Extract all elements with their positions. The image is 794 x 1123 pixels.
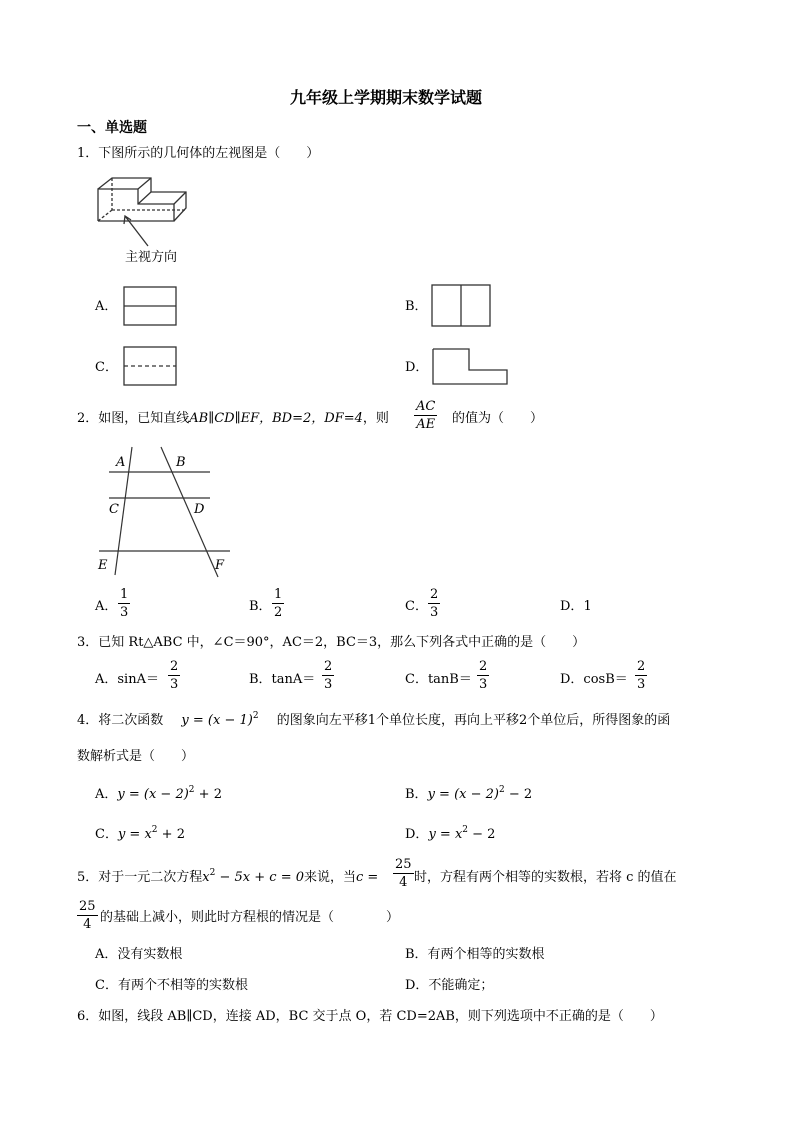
page-title: 九年级上学期期末数学试题 [290,88,483,107]
q4-option-d-label: D． [405,827,429,842]
q4-option-c [95,825,185,842]
q5-line2-fraction [77,900,98,931]
q4-function-exp: 2 [252,711,259,721]
q4-stem-line2: 数解析式是（ ） [77,749,195,764]
q4-option-c-tail: + 2 [157,827,185,842]
q4-option-c-expr: y = x [117,827,152,842]
q5-stem-line1 [77,868,379,885]
q1-view-direction-label: 主视方向 [125,250,178,265]
q2-option-d-label: D． [560,599,584,614]
q5-line2-frac-den: 4 [83,917,92,932]
q1-option-b-label: B． [405,299,428,314]
q5-stem-mid: 来说，当 [304,870,357,885]
q3-option-c-fraction [477,660,489,691]
q4-option-d [405,825,496,842]
q1-option-a-figure [122,285,178,329]
q5-option-b: B．有两个相等的实数根 [405,947,545,962]
q5-frac-den: 4 [399,875,408,890]
q3-stem: 3．已知 Rt△ABC 中，∠C＝90°，AC＝2，BC＝3，那么下列各式中正确的是（ ） [77,635,586,650]
q2-option-b-num: 1 [274,587,283,602]
q2-option-a-num: 1 [120,587,129,602]
q5-frac-num: 25 [395,857,412,872]
q3-option-c-den: 3 [479,677,488,692]
q4-option-b-exp: 2 [498,785,505,795]
q5-eq-a-exp: 2 [209,868,216,878]
q2-parallel-lines-figure [95,445,235,580]
q3-option-b-num: 2 [324,659,333,674]
q5-stem-pre: 5．对于一元二次方程 [77,870,203,885]
q2-frac-num: AC [416,399,436,414]
q4-option-c-label: C． [95,827,118,842]
q4-option-c-exp: 2 [151,825,158,835]
q1-option-c-label: C． [95,360,118,375]
q4-option-b-tail: − 2 [504,787,533,802]
q1-stem: 1．下图所示的几何体的左视图是（ ） [77,146,320,161]
q4-option-b [405,785,533,802]
q2-option-b-fraction [272,588,284,619]
q5-stem-fraction [393,858,414,889]
q2-label-a: A [116,455,126,470]
q5-line2-frac-num: 25 [79,899,96,914]
q4-option-a-expr: y = (x − 2) [117,787,189,802]
q3-option-c-label: C．tanB＝ [405,672,472,687]
q2-label-b: B [176,455,186,470]
q2-option-a-fraction [118,588,130,619]
q2-frac-den: AE [416,417,436,432]
q2-stem-then: ，则 [362,411,389,426]
q4-option-d-expr: y = x [428,827,463,842]
q2-option-b-label: B． [249,599,272,614]
q4-option-a-label: A． [95,787,118,802]
q2-label-d: D [194,502,205,517]
q4-stem-line1 [77,711,671,728]
q3-option-d-den: 3 [637,677,646,692]
q4-option-d-exp: 2 [462,825,469,835]
q5-line2-post: 的基础上减小，则此时方程根的情况是（ ） [100,910,400,925]
q3-option-a-num: 2 [170,659,179,674]
q3-option-b-den: 3 [324,677,333,692]
q3-option-d-fraction [635,660,647,691]
q3-option-d-num: 2 [637,659,646,674]
q2-label-e: E [98,558,108,573]
q4-option-b-label: B． [405,787,428,802]
q4-option-d-tail: − 2 [468,827,496,842]
q1-solid-figure [94,170,194,250]
q1-option-d-figure [430,346,512,388]
q2-stem [77,412,389,425]
q2-option-a-den: 3 [120,605,129,620]
q2-stem-post: 的值为（ ） [452,411,544,426]
q3-option-a-fraction [168,660,180,691]
q2-label-c: C [109,502,119,517]
section-heading: 一、单选题 [77,120,147,136]
q5-option-c: C．有两个不相等的实数根 [95,978,248,993]
q5-eq-b: − 5x + c = 0 [215,870,304,885]
q3-option-b-label: B．tanA＝ [249,672,316,687]
q1-option-a-label: A． [95,299,118,314]
q2-stem-lines: AB∥CD∥EF，BD=2，DF=4 [189,411,363,426]
q5-eq-a: x [202,870,210,885]
q2-option-c-num: 2 [430,587,439,602]
q3-option-d-label: D．cosB＝ [560,672,628,687]
q2-option-d-text: 1 [583,599,592,614]
q3-option-a-den: 3 [170,677,179,692]
q1-option-b-figure [430,283,494,329]
q4-option-a [95,785,222,802]
q4-option-b-expr: y = (x − 2) [427,787,499,802]
q3-option-a-label: A．sinA＝ [95,672,159,687]
q5-c-eq: c = [356,870,379,885]
q2-option-a-label: A． [95,599,118,614]
q4-option-a-exp: 2 [188,785,195,795]
q5-option-d: D．不能确定； [405,978,494,993]
q4-function: y = (x − 1) [181,713,253,728]
q4-option-a-tail: + 2 [194,787,222,802]
q4-stem-post: 的图象向左平移1个单位长度，再向上平移2个单位后，所得图象的函 [276,713,671,728]
q2-stem-fraction [414,400,437,431]
q1-option-d-label: D． [405,360,429,375]
q3-option-c-num: 2 [479,659,488,674]
q1-option-c-figure [122,345,178,389]
q3-option-b-fraction [322,660,334,691]
q6-stem: 6．如图，线段 AB∥CD，连接 AD，BC 交于点 O，若 CD=2AB，则下列选项中不正确的是（ ） [77,1009,663,1024]
q2-option-d [560,600,592,613]
q2-option-c-fraction [428,588,440,619]
q5-option-a: A．没有实数根 [95,947,183,962]
q4-stem-pre: 4．将二次函数 [77,713,164,728]
q2-stem-pre: 2．如图，已知直线 [77,411,190,426]
q2-label-f: F [215,558,225,573]
q2-option-c-label: C． [405,599,428,614]
q5-stem-post: 时，方程有两个相等的实数根，若将 c 的值在 [414,870,677,885]
q2-option-b-den: 2 [274,605,283,620]
q2-option-c-den: 3 [430,605,439,620]
